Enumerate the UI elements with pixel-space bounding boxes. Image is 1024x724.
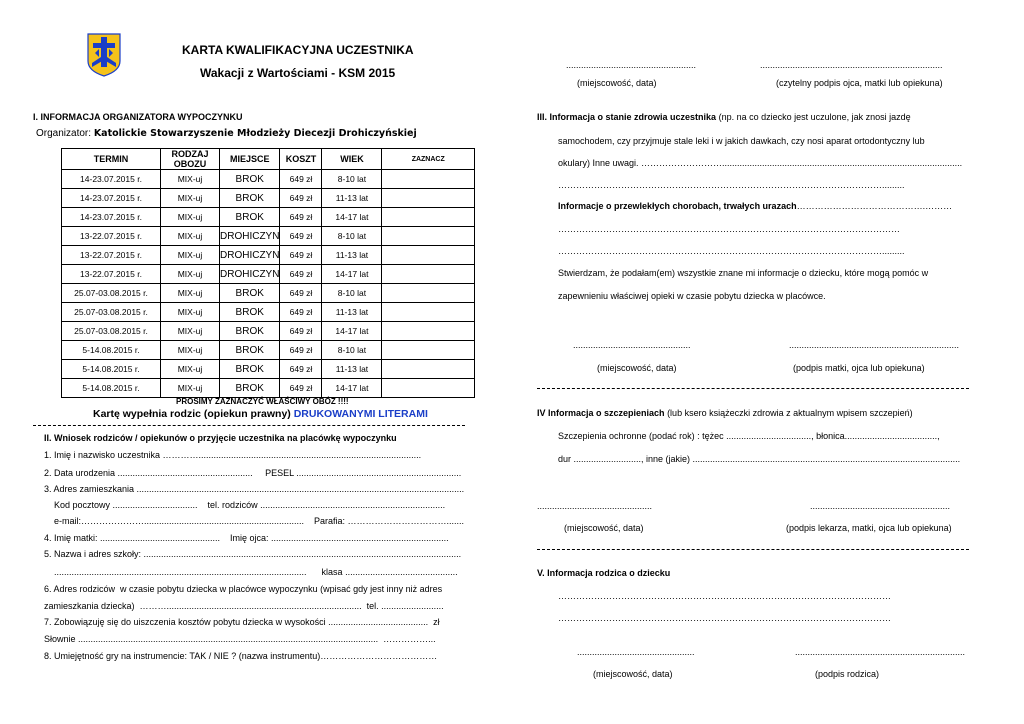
top-place-date-label: (miejscowość, data) [577,78,657,88]
rodzaj-cell: MIX-uj [161,284,220,303]
parent-place-date-dots: ............................................... [577,647,695,657]
wiek-cell: 11-13 lat [322,189,382,208]
miejsce-cell: BROK [220,341,280,360]
col-wiek: WIEK [322,149,382,170]
chronic-line [558,201,952,211]
camps-table [61,148,475,398]
health-line-2: samochodem, czy przyjmuje stale leki i w jakich dawkach, czy nosi aparat ortodontyczny lub [558,136,925,146]
koszt-cell: 649 zł [280,170,322,189]
koszt-cell: 649 zł [280,208,322,227]
health-signature-label: (podpis matki, ojca lub opiekuna) [793,363,925,373]
rodzaj-cell: MIX-uj [161,360,220,379]
chronic-label: Informacje o przewlekłych chorobach, trwałych urazach [558,201,797,211]
application-field-2[interactable]: 2. Data urodzenia ...................................................... PESEL .................................................................. [44,468,462,478]
col-rodzaj: RODZAJ OBOZU [161,149,220,170]
rodzaj-cell: MIX-uj [161,170,220,189]
wiek-cell: 14-17 lat [322,322,382,341]
miejsce-cell: BROK [220,284,280,303]
rodzaj-cell: MIX-uj [161,246,220,265]
divider [537,388,969,389]
termin-cell: 14-23.07.2015 r. [62,208,161,227]
select-camp-checkbox[interactable] [382,284,475,303]
parent-signature-dots: .................................................................... [795,647,966,657]
table-row [62,341,475,360]
health-signature-dots: .................................................................... [789,340,960,350]
top-signature-label: (czytelny podpis ojca, matki lub opiekuna) [776,78,943,88]
organizer-name: Katolickie Stowarzyszenie Młodzieży Diecezji Drohiczyńskiej [93,128,417,139]
wiek-cell: 8-10 lat [322,170,382,189]
organizer-line [36,128,417,139]
select-camp-checkbox[interactable] [382,208,475,227]
termin-cell: 13-22.07.2015 r. [62,246,161,265]
vacc-place-date-label: (miejscowość, data) [564,523,644,533]
vacc-place-date-dots: .............................................. [537,501,653,511]
vacc-signature-dots: ........................................................ [810,501,951,511]
section3-heading: III. Informacja o stanie zdrowia uczestnika [537,112,717,122]
miejsce-cell: DROHICZYN [220,227,280,246]
col-koszt: KOSZT [280,149,322,170]
section2-heading: II. Wniosek rodziców / opiekunów o przyjęcie uczestnika na placówkę wypoczynku [44,433,397,443]
table-row [62,246,475,265]
application-field-8[interactable]: ..................................................................................................... klasa ............................................. [44,567,458,577]
select-camp-checkbox[interactable] [382,303,475,322]
table-row [62,208,475,227]
application-field-4[interactable]: Kod pocztowy .................................. tel. rodziców .......................................................................... [44,500,446,510]
document-title: KARTA KWALIFIKACYJNA UCZESTNIKA [182,43,414,57]
koszt-cell: 649 zł [280,189,322,208]
miejsce-cell: BROK [220,170,280,189]
health-line-4: ………………………………………………………………………………………………......... [558,180,905,190]
section5-heading: V. Informacja rodzica o dziecku [537,568,671,578]
koszt-cell: 649 zł [280,303,322,322]
section4-heading: IV Informacja o szczepieniach [537,408,665,418]
select-camp-checkbox[interactable] [382,189,475,208]
wiek-cell: 14-17 lat [322,208,382,227]
select-camp-checkbox[interactable] [382,322,475,341]
rodzaj-cell: MIX-uj [161,341,220,360]
health-line-3: okulary) Inne uwagi. ………………………................................................................................................ [558,158,963,168]
koszt-cell: 649 zł [280,265,322,284]
termin-cell: 5-14.08.2015 r. [62,360,161,379]
health-line-7: ………………………………………………………………………………………………......... [558,246,905,256]
miejsce-cell: BROK [220,303,280,322]
application-field-10[interactable]: zamieszkania dziecka) ……….............................................................................. tel. ......................... [44,601,444,611]
rodzaj-cell: MIX-uj [161,189,220,208]
divider [537,549,969,550]
application-field-9[interactable]: 6. Adres rodziców w czasie pobytu dziecka w placówce wypoczynku (wpisać gdy jest inny niż adres [44,584,443,594]
select-camp-checkbox[interactable] [382,341,475,360]
vacc-signature-label: (podpis lekarza, matki, ojca lub opiekuna) [786,523,952,533]
wiek-cell: 11-13 lat [322,303,382,322]
koszt-cell: 649 zł [280,341,322,360]
wiek-cell: 14-17 lat [322,265,382,284]
parent-info-line-1: ………………………………………………………………………………………………… [558,591,891,601]
termin-cell: 5-14.08.2015 r. [62,379,161,398]
wiek-cell: 14-17 lat [322,379,382,398]
section4-heading-line [537,408,913,418]
select-camp-checkbox[interactable] [382,360,475,379]
parent-place-date-label: (miejscowość, data) [593,669,673,679]
koszt-cell: 649 zł [280,284,322,303]
miejsce-cell: BROK [220,189,280,208]
application-field-3[interactable]: 3. Adres zamieszkania ................................................................................................................................... [44,484,465,494]
wiek-cell: 8-10 lat [322,341,382,360]
top-signature-dots: ......................................................................... [760,60,943,70]
table-row [62,284,475,303]
table-row [62,227,475,246]
divider [33,425,465,426]
fill-instructions-text: Kartę wypełnia rodzic (opiekun prawny) [93,408,291,420]
section3-heading-line [537,112,911,122]
wiek-cell: 11-13 lat [322,246,382,265]
miejsce-cell: DROHICZYN [220,246,280,265]
termin-cell: 5-14.08.2015 r. [62,341,161,360]
select-camp-checkbox[interactable] [382,265,475,284]
koszt-cell: 649 zł [280,322,322,341]
health-place-date-label: (miejscowość, data) [597,363,677,373]
top-place-date-dots: .................................................... [566,60,697,70]
select-camp-checkbox[interactable] [382,170,475,189]
termin-cell: 25.07-03.08.2015 r. [62,284,161,303]
parent-signature-label: (podpis rodzica) [815,669,880,679]
block-letters-note: DRUKOWANYMI LITERAMI [293,408,428,420]
table-row [62,170,475,189]
application-field-1[interactable]: 1. Imię i nazwisko uczestnika …………......................................................................................... [44,450,422,460]
termin-cell: 13-22.07.2015 r. [62,227,161,246]
health-line-6: …………………………………………………………………………………………………… [558,224,900,234]
miejsce-cell: BROK [220,208,280,227]
section1-heading: I. INFORMACJA ORGANIZATORA WYPOCZYNKU [33,112,243,122]
wiek-cell: 8-10 lat [322,227,382,246]
col-termin: TERMIN [62,149,161,170]
col-zaznacz: ZAZNACZ [382,149,475,170]
table-row [62,379,475,398]
select-camp-notice: PROSIMY ZAZNACZYĆ WŁAŚCIWY OBÓZ !!!! [176,397,349,406]
application-field-7[interactable]: 5. Nazwa i adres szkoły: ............................................................................................................................... [44,549,462,559]
miejsce-cell: BROK [220,322,280,341]
select-camp-checkbox[interactable] [382,379,475,398]
table-row [62,303,475,322]
rodzaj-cell: MIX-uj [161,379,220,398]
rodzaj-cell: MIX-uj [161,303,220,322]
application-field-13[interactable]: 8. Umiejętność gry na instrumencie: TAK / NIE ? (nazwa instrumentu)………………………………… [44,651,438,661]
table-header-row [62,149,475,170]
table-row [62,265,475,284]
select-camp-checkbox[interactable] [382,227,475,246]
document-subtitle: Wakacji z Wartościami - KSM 2015 [200,66,396,80]
termin-cell: 14-23.07.2015 r. [62,170,161,189]
select-camp-checkbox[interactable] [382,246,475,265]
table-row [62,322,475,341]
wiek-cell: 8-10 lat [322,284,382,303]
termin-cell: 25.07-03.08.2015 r. [62,322,161,341]
section3-heading-rest: (np. na co dziecko jest uczulone, jak znosi jazdę [718,112,911,122]
application-field-11[interactable]: 7. Zobowiązuję się do uiszczenia kosztów pobytu dziecka w wysokości ........................................ zł [44,617,440,627]
application-field-6[interactable]: 4. Imię matki: ................................................ Imię ojca: ....................................................................... [44,533,449,543]
koszt-cell: 649 zł [280,246,322,265]
rodzaj-cell: MIX-uj [161,227,220,246]
col-miejsce: MIEJSCE [220,149,280,170]
ksm-logo [87,33,121,77]
application-field-12[interactable]: Słownie ........................................................................................................................ ……………... [44,634,436,644]
miejsce-cell: BROK [220,379,280,398]
health-statement-1: Stwierdzam, że podałam(em) wszystkie znane mi informacje o dziecku, które mogą pomóc w [558,268,929,278]
rodzaj-cell: MIX-uj [161,208,220,227]
section4-heading-rest: (lub ksero książeczki zdrowia z aktualnym wpisem szczepień) [667,408,913,418]
health-place-date-dots: ............................................... [573,340,691,350]
termin-cell: 25.07-03.08.2015 r. [62,303,161,322]
parent-info-line-2: ………………………………………………………………………………………………… [558,613,891,623]
koszt-cell: 649 zł [280,227,322,246]
vaccination-line-1: Szczepienia ochronne (podać rok) : tężec .................................., błonica....................................., [558,431,940,441]
chronic-dots: …………………………………….……… [796,201,953,211]
rodzaj-cell: MIX-uj [161,265,220,284]
table-row [62,360,475,379]
miejsce-cell: BROK [220,360,280,379]
miejsce-cell: DROHICZYN [220,265,280,284]
termin-cell: 13-22.07.2015 r. [62,265,161,284]
koszt-cell: 649 zł [280,379,322,398]
organizer-label: Organizator: [36,128,92,139]
fill-instructions [93,408,428,420]
termin-cell: 14-23.07.2015 r. [62,189,161,208]
health-statement-2: zapewnieniu właściwej opieki w czasie pobytu dziecka w placówce. [558,291,826,301]
application-field-5[interactable]: e-mail:…………………................................................................ Parafia: ……………………………....... [44,516,465,526]
rodzaj-cell: MIX-uj [161,322,220,341]
wiek-cell: 11-13 lat [322,360,382,379]
koszt-cell: 649 zł [280,360,322,379]
table-row [62,189,475,208]
vaccination-line-2: dur ..........................., inne (jakie) ........................................................................................................... [558,454,961,464]
